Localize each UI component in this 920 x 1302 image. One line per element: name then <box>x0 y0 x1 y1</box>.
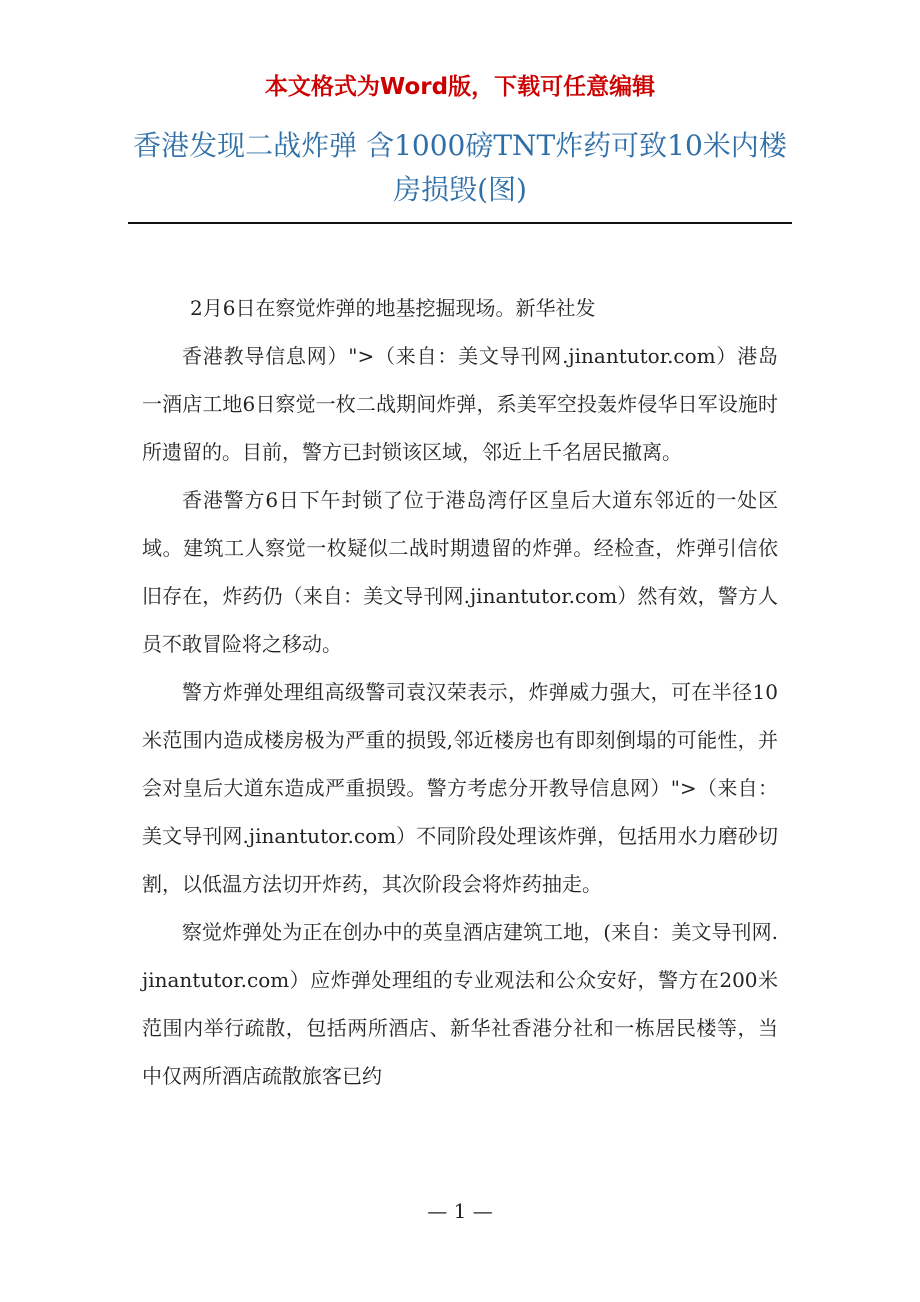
article-paragraph-4: 警方炸弹处理组高级警司袁汉荣表示，炸弹威力强大，可在半径10米范围内造成楼房极为严重的损毁,邻近楼房也有即刻倒塌的可能性，并会对皇后大道东造成严重损毁。警方考虑分开教导信息网）">（来自：美文导刊网.jinantutor.com）不同阶段处理该炸弹，包括用水力磨砂切割，以低温方法切开炸药，其次阶段会将炸药抽走。 <box>142 680 778 896</box>
article-paragraph-3: 香港警方6日下午封锁了位于港岛湾仔区皇后大道东邻近的一处区域。建筑工人察觉一枚疑似二战时期遗留的炸弹。经检查，炸弹引信依旧存在，炸药仍（来自：美文导刊网.jinantutor.com）然有效，警方人员不敢冒险将之移动。 <box>142 488 778 656</box>
title-divider <box>128 222 792 224</box>
article-paragraph-5: 察觉炸弹处为正在创办中的英皇酒店建筑工地，(来自：美文导刊网.jinantutor.com）应炸弹处理组的专业观法和公众安好，警方在200米范围内举行疏散，包括两所酒店、新华社香港分社和一栋居民楼等，当中仅两所酒店疏散旅客已约 <box>142 920 778 1088</box>
article-title: 香港发现二战炸弹 含1000磅TNT炸药可致10米内楼房损毁(图) <box>133 129 787 206</box>
page-number: — 1 — <box>427 1199 493 1223</box>
article-paragraph-1: 2月6日在察觉炸弹的地基挖掘现场。新华社发 <box>190 296 596 320</box>
word-format-notice: 本文格式为Word版，下载可任意编辑 <box>264 74 656 100</box>
article-paragraph-2: 香港教导信息网）">（来自：美文导刊网.jinantutor.com）港岛一酒店工地6日察觉一枚二战期间炸弹，系美军空投轰炸侵华日军设施时所遗留的。目前，警方已封锁该区域，邻近上千名居民撤离。 <box>142 344 778 464</box>
article-body <box>142 284 778 1100</box>
